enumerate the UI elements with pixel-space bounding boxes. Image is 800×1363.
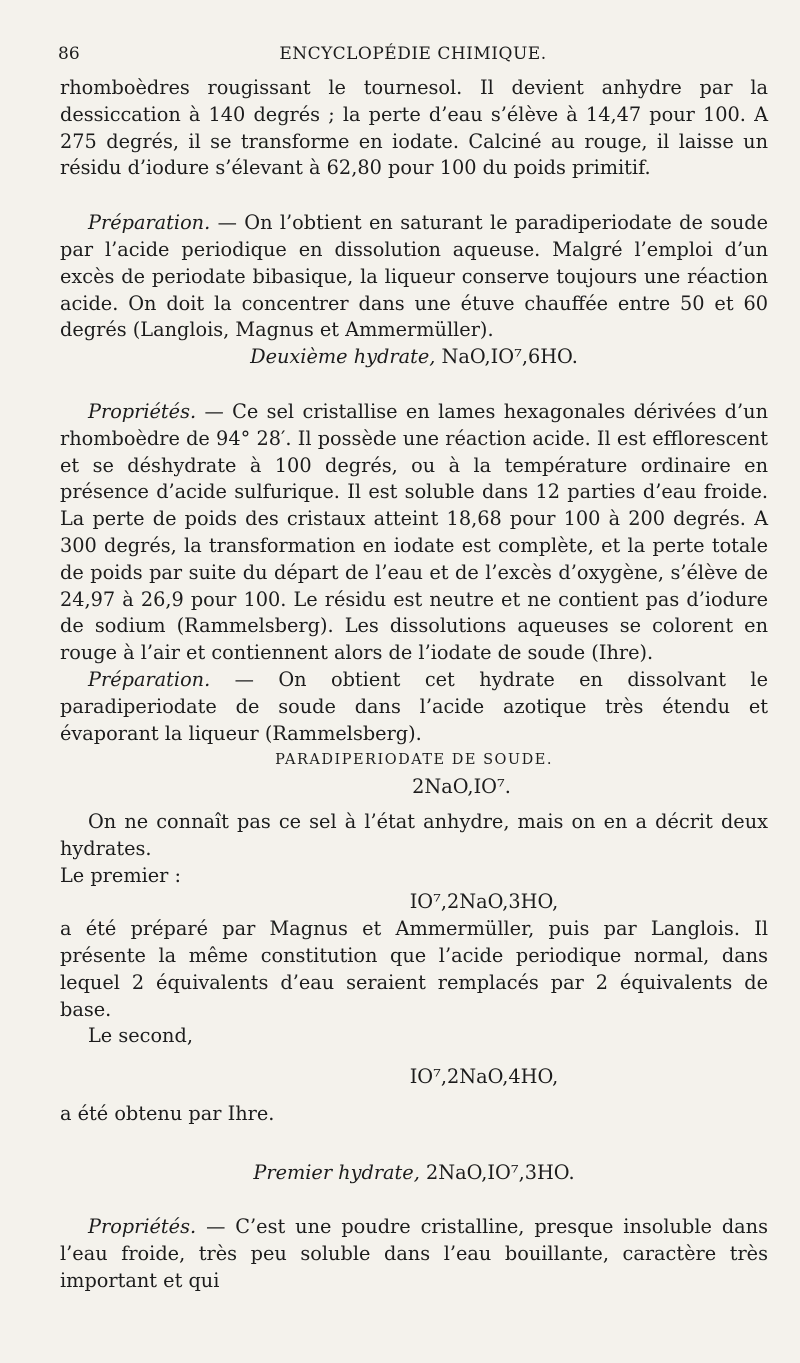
paragraph-second: Le second, — [88, 1024, 193, 1048]
paragraph-intro: rhomboèdres rougissant le tournesol. Il devient anhydre par la dessiccation à 140 degrés ; la perte d’eau s’élève à 14,47 pour 100. A 275 degrés, il se transforme en iodate. Calciné au rouge, il laisse un résidu d’iodure s’élevant à 62,80 pour 100 du poids primitif. — [60, 76, 768, 180]
properties-label: Propriétés. — [88, 399, 197, 423]
paragraph-preparation-1 — [60, 210, 768, 344]
preparation-label: Préparation. — [88, 211, 211, 235]
heading-second-hydrate — [60, 344, 768, 371]
section-formula: 2NaO,IO⁷. — [412, 775, 511, 799]
paragraph-preparation-2 — [60, 667, 768, 747]
second-hydrate-title: Deuxième hydrate, — [250, 345, 436, 369]
preparation-label-2: Préparation. — [88, 667, 211, 691]
paragraph-second-description: a été obtenu par Ihre. — [60, 1101, 275, 1125]
second-hydrate-formula: NaO,IO⁷,6HO. — [441, 345, 578, 369]
running-title: ENCYCLOPÉDIE CHIMIQUE. — [279, 44, 547, 64]
preparation-text-2: — On obtient cet hydrate en dissolvant le paradiperiodate de soude dans l’acide azotique très étendu et évaporant la liqueur (Rammelsberg). — [60, 667, 768, 745]
first-hydrate-formula: 2NaO,IO⁷,3HO. — [425, 1160, 575, 1184]
properties-label-2: Propriétés. — [88, 1215, 197, 1239]
properties-text-2: — C’est une poudre cristalline, presque insoluble dans l’eau froide, très peu soluble dans l’eau bouillante, caractère très important et qui — [60, 1215, 768, 1293]
paragraph-properties-1 — [60, 399, 768, 667]
page-header — [58, 44, 768, 74]
body-text — [60, 75, 768, 1295]
formula-second: IO⁷,2NaO,4HO, — [409, 1065, 559, 1089]
paragraph-premier: Le premier : — [60, 863, 182, 887]
first-hydrate-title: Premier hydrate, — [253, 1160, 420, 1184]
preparation-text: — On l’obtient en saturant le paradiperiodate de soude par l’acide periodique en dissolution aqueuse. Malgré l’emploi d’un excès de periodate bibasique, la liqueur conserve toujours une réaction acide. On doit la concentrer dans une étuve chauffée entre 50 et 60 degrés (Langlois, Magnus et Ammermüller). — [60, 211, 768, 342]
page-number: 86 — [58, 44, 80, 64]
properties-text: — Ce sel cristallise en lames hexagonales dérivées d’un rhomboèdre de 94° 28′. Il possède une réaction acide. Il est efflorescent et se déshydrate à 100 degrés, ou à la température ordinaire en présence d’acide sulfurique. Il est soluble dans 12 parties d’eau froide. La perte de poids des cristaux atteint 18,68 pour 100 à 200 degrés. A 300 degrés, la transformation en iodate est complète, et la perte totale de poids par suite du départ de l’eau et de l’excès d’oxygène, s’élève de 24,97 à 26,9 pour 100. Le résidu est neutre et ne contient pas d’iodure de sodium (Rammelsberg). Les dissolutions aqueuses se colorent en rouge à l’air et contiennent alors de l’iodate de soude (Ihre). — [60, 399, 768, 665]
paragraph-premier-description: a été préparé par Magnus et Ammermüller, puis par Langlois. Il présente la même constitution que l’acide periodique normal, dans lequel 2 équivalents d’eau seraient remplacés par 2 équivalents de base. — [60, 917, 768, 1021]
paragraph-properties-2 — [60, 1214, 768, 1294]
formula-premier: IO⁷,2NaO,3HO, — [409, 890, 559, 914]
paragraph-hydrates: On ne connaît pas ce sel à l’état anhydre, mais on en a décrit deux hydrates. — [60, 809, 768, 860]
heading-first-hydrate — [60, 1160, 768, 1187]
section-title: PARADIPERIODATE DE SOUDE. — [275, 752, 553, 769]
